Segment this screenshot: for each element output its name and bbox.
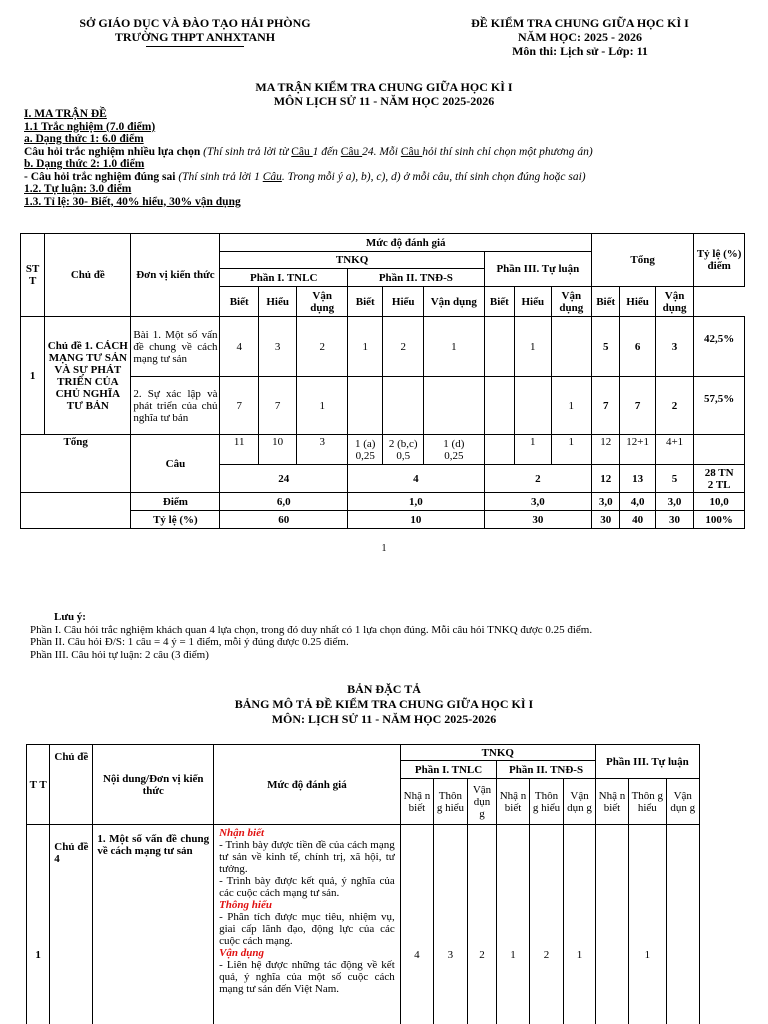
cell: 1 [629,825,666,1024]
exam-subject: Môn thi: Lịch sử - Lớp: 11 [512,44,648,58]
table-row [21,435,745,465]
cell: 12+1 [620,435,655,465]
section-heading: I. MA TRẬN ĐỀ [24,108,107,120]
col-stt: ST T [21,234,45,317]
col-tong: Tổng [592,234,694,287]
section-line-5: - Câu hỏi trắc nghiệm đúng sai (Thí sinh trả lời 1 Câu. Trong mỗi ý a), b), c), d) ở mỗi câu, thí sinh chọn đúng hoặc sai) [24,170,586,183]
spec-table [26,744,700,1024]
level-nhanbiet: Nhận biết [219,827,265,839]
cell: 60 [220,511,348,529]
cell [383,377,424,435]
p1-nhanbiet: Nhậ n biết [400,779,433,825]
cell: 1 [551,377,592,435]
row-chude: Chủ đề 1. CÁCH MẠNG TƯ SẢN VÀ SỰ PHÁT TRIỂN CỦA CHỦ NGHĨA TƯ BẢN [45,317,131,435]
cell: 7 [592,377,620,435]
cell: 2 [529,825,564,1024]
section-line-4: b. Dạng thức 2: 1.0 điểm [24,158,145,170]
matrix-table [20,233,745,529]
p1-hieu: Hiểu [258,287,296,317]
cell [484,435,514,465]
cell: 2 [655,377,693,435]
matrix-header-row-1 [21,234,745,252]
cell: 4 [220,317,258,377]
exam-title: ĐỀ KIỂM TRA CHUNG GIỮA HỌC KÌ I [471,16,689,30]
cell: 5 [592,317,620,377]
cell [21,493,131,511]
p2-thonghieu: Thôn g hiểu [529,779,564,825]
cell [515,377,551,435]
cell: 57,5% [694,377,745,435]
cell: 1 [515,435,551,465]
cell: 10 [348,511,485,529]
cell: 6 [620,317,655,377]
cell [484,317,514,377]
note-line-1: Phần I. Câu hỏi trắc nghiệm khách quan 4 lựa chọn, trong đó duy nhất có 1 lựa chọn đúng. Mỗi câu hỏi TNKQ được 0.25 điểm. [30,623,593,636]
level-vandung: Vận dụng [219,947,265,959]
school-year: NĂM HỌC: 2025 - 2026 [518,30,642,44]
cell: 1 [497,825,529,1024]
p3-vandung: Vận dụng [551,287,592,317]
cell: 30 [484,511,591,529]
header-right [400,16,760,58]
cell: 40 [620,511,655,529]
col-phan3: Phần III. Tự luận [484,252,591,287]
table-row [27,825,700,1024]
cell: 4,0 [620,493,655,511]
row-tt: 1 [27,825,50,1024]
col-tnkq: TNKQ [400,745,595,761]
cell: 10 [258,435,296,465]
header-divider [146,46,244,47]
row-bai2: 2. Sự xác lập và phát triển của chủ nghĩa tư bản [131,377,220,435]
note-line-2: Phần II. Câu hỏi Đ/S: 1 câu = 4 ý = 1 điểm, mỗi ý đúng được 0.25 điểm. [30,636,349,648]
cell [666,825,699,1024]
row-stt: 1 [21,317,45,435]
cell: 13 [620,465,655,493]
row-diem: Điểm [131,493,220,511]
p2-biet: Biết [348,287,383,317]
page-number: 1 [381,543,387,554]
tong-hieu: Hiểu [620,287,655,317]
cell: 28 TN 2 TL [694,465,745,493]
cell: 4 [400,825,433,1024]
p1-vandung: Vận dụn g [467,779,497,825]
cell: 3 [258,317,296,377]
cell: 7 [258,377,296,435]
cell [595,825,628,1024]
cell: 3 [297,435,348,465]
cell: 10,0 [694,493,745,511]
col-mucdo: Mức độ đánh giá [214,745,401,825]
cell: 2 (b,c) 0,5 [383,435,424,465]
p3-vandung: Vận dụn g [666,779,699,825]
col-phan1: Phần I. TNLC [400,761,497,779]
cell: 3,0 [655,493,693,511]
section-line-7: 1.3. Tỉ lệ: 30- Biết, 40% hiểu, 30% vận dụng [24,195,241,208]
spec-title-line3: MÔN: LỊCH SỬ 11 - NĂM HỌC 2025-2026 [271,712,497,726]
col-phan2: Phần II. TNĐ-S [497,761,595,779]
cell: 3 [655,317,693,377]
row-mucdo-desc: Nhận biết - Trình bày được tiền đề của cách mạng tư sản về kinh tế, chính trị, xã hội, tư tưởng. - Trình bày được kết quả, ý nghĩa của các cuộc cách mạng tư sản. Thông hiểu - Phân tích được mục tiêu, nhiệm vụ, giai cấp lãnh đạo, động lực của các cuộc cách mạng. Vận dụng - Liên hệ được những tác động về kết quả, ý nghĩa của một số cuộc cách mạng tư sản đến Việt Nam. [214,825,401,1024]
cell: 1 [423,317,484,377]
section-matrix-intro [24,108,754,208]
col-phan1: Phần I. TNLC [220,269,348,287]
cell: 12 [592,435,620,465]
spec-title-line2: BẢNG MÔ TẢ ĐỀ KIỂM TRA CHUNG GIỮA HỌC KÌ I [234,697,534,711]
section-line-3: Câu hỏi trắc nghiệm nhiều lựa chọn (Thí sinh trả lời từ Câu 1 đến Câu 24. Mỗi Câu hỏi thí sinh chỉ chọn một phương án) [24,145,593,158]
section-line-2: a. Dạng thức 1: 6.0 điểm [24,133,144,145]
cell [21,511,131,529]
cell [423,377,484,435]
cell [694,435,745,465]
col-phan3: Phần III. Tự luận [595,745,699,779]
header-left [40,16,350,47]
row-bai1: Bài 1. Một số vấn đề chung về cách mạng tư sản [131,317,220,377]
row-tyle: Tỷ lệ (%) [131,511,220,529]
cell: 1 [515,317,551,377]
spec-title [0,682,768,727]
cell: 1 [551,435,592,465]
table-row [21,317,745,377]
matrix-title-line1: MA TRẬN KIỂM TRA CHUNG GIỮA HỌC KÌ I [255,80,513,94]
note-line-3: Phần III. Câu hỏi tự luận: 2 câu (3 điểm) [30,648,209,661]
section-line-1: 1.1 Trắc nghiệm (7.0 điểm) [24,120,156,133]
cell: 2 [383,317,424,377]
tong-biet: Biết [592,287,620,317]
tong-vandung: Vận dụng [655,287,693,317]
p2-vandung: Vận dụn g [564,779,595,825]
p2-hieu: Hiểu [383,287,424,317]
cell: 1 [564,825,595,1024]
p1-biet: Biết [220,287,258,317]
cell: 30 [592,511,620,529]
col-chude: Chủ đề [50,745,93,825]
col-tt: T T [27,745,50,825]
p1-vandung: Vận dụng [297,287,348,317]
cell: 2 [484,465,591,493]
col-tnkq: TNKQ [220,252,484,269]
col-chude: Chủ đề [45,234,131,317]
row-tong: Tổng [21,435,131,493]
p1-thonghieu: Thôn g hiểu [434,779,468,825]
cell: 2 [467,825,497,1024]
col-noidung: Nội dung/Đơn vị kiến thức [93,745,214,825]
note-block [30,611,750,661]
cell: 12 [592,465,620,493]
cell: 11 [220,435,258,465]
cell: 3,0 [484,493,591,511]
cell: 30 [655,511,693,529]
cell: 4 [348,465,485,493]
cell: 42,5% [694,317,745,377]
cell: 3 [434,825,468,1024]
dept-name: SỞ GIÁO DỤC VÀ ĐÀO TẠO HẢI PHÒNG [79,16,311,30]
cell: 24 [220,465,348,493]
p2-nhanbiet: Nhậ n biết [497,779,529,825]
matrix-title [0,80,768,108]
row-noidung: 1. Một số vấn đề chung về cách mạng tư sản [93,825,214,1024]
cell [348,377,383,435]
cell: 7 [620,377,655,435]
cell: 1 (a) 0,25 [348,435,383,465]
matrix-title-line2: MÔN LỊCH SỬ 11 - NĂM HỌC 2025-2026 [273,94,495,108]
row-cau: Câu [131,435,220,493]
p3-nhanbiet: Nhậ n biết [595,779,628,825]
cell: 7 [220,377,258,435]
spec-title-line1: BẢN ĐẶC TẢ [347,682,421,696]
cell: 100% [694,511,745,529]
p3-thonghieu: Thôn g hiểu [629,779,666,825]
level-thonghieu: Thông hiểu [219,899,272,911]
col-donvi: Đơn vị kiến thức [131,234,220,317]
col-phan2: Phần II. TNĐ-S [348,269,485,287]
cell: 3,0 [592,493,620,511]
cell: 4+1 [655,435,693,465]
spec-header-row-1 [27,745,700,761]
table-row [21,493,745,511]
p3-hieu: Hiểu [515,287,551,317]
col-tyle: Tỷ lệ (%) điểm [694,234,745,287]
cell: 1 [297,377,348,435]
section-line-6: 1.2. Tự luận: 3.0 điểm [24,183,132,195]
row-chude: Chủ đề 4 [50,825,93,1024]
p2-vandung: Vận dụng [423,287,484,317]
cell [484,377,514,435]
cell: 2 [297,317,348,377]
p3-biet: Biết [484,287,514,317]
cell [551,317,592,377]
cell: 1 (d) 0,25 [423,435,484,465]
table-row [21,511,745,529]
cell: 1 [348,317,383,377]
note-label: Lưu ý: [54,611,86,623]
school-name: TRƯỜNG THPT ANHXTANH [114,30,276,44]
cell: 5 [655,465,693,493]
cell: 6,0 [220,493,348,511]
col-mucdo: Mức độ đánh giá [220,234,592,252]
cell: 1,0 [348,493,485,511]
